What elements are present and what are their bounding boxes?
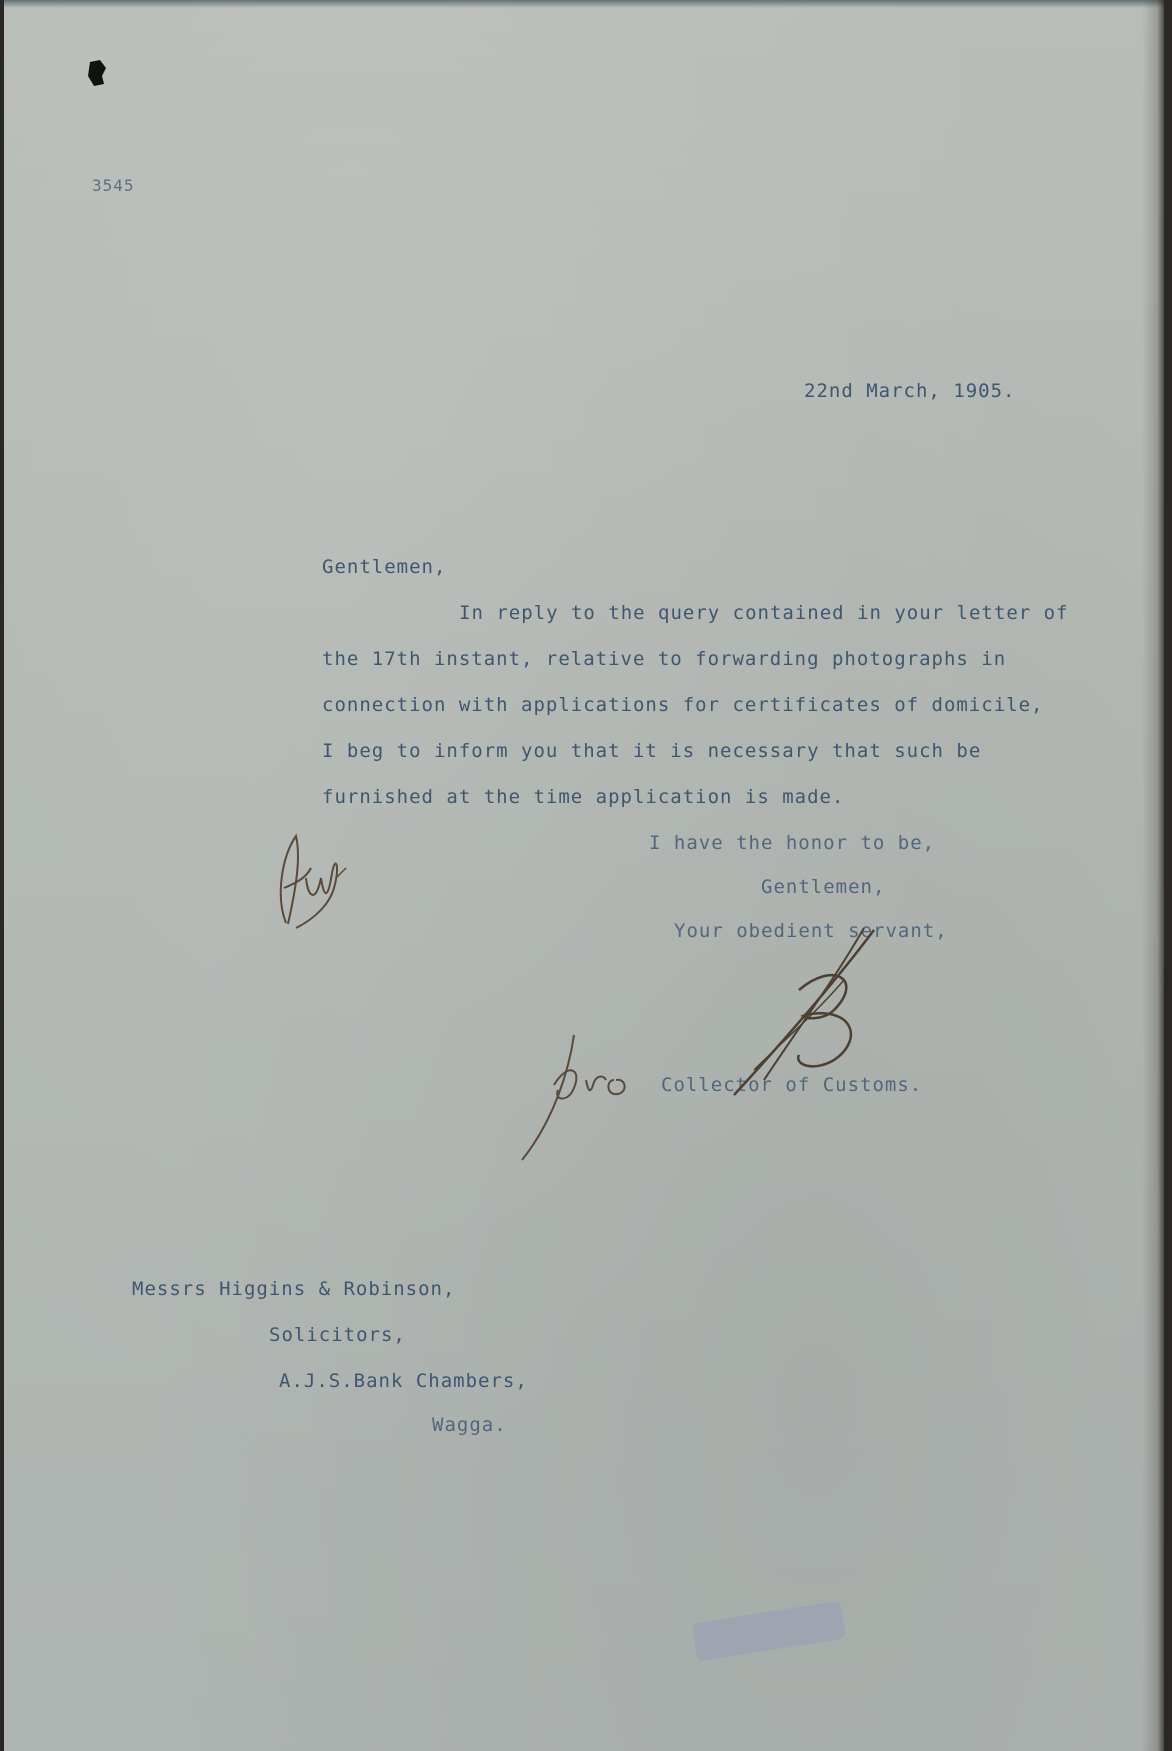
addressee-line: Messrs Higgins & Robinson,: [132, 1278, 456, 1300]
faded-stamp: [692, 1601, 846, 1662]
reference-number: 3545: [92, 176, 135, 195]
body-line: furnished at the time application is made.: [322, 786, 845, 808]
punch-hole-mark: [84, 58, 110, 90]
letter-date: 22nd March, 1905.: [804, 380, 1016, 402]
body-line: In reply to the query contained in your letter of: [459, 602, 1069, 624]
signatory-title: Collector of Customs.: [661, 1074, 923, 1096]
addressee-line: A.J.S.Bank Chambers,: [279, 1370, 528, 1392]
letter-page: [4, 0, 1164, 1751]
salutation: Gentlemen,: [322, 556, 447, 578]
closing-line: I have the honor to be,: [649, 832, 936, 854]
addressee-line: Solicitors,: [269, 1324, 406, 1346]
page-right-edge: [1142, 0, 1164, 1751]
closing-line: Your obedient servant,: [674, 920, 948, 942]
page-top-edge: [4, 0, 1164, 8]
body-line: I beg to inform you that it is necessary that such be: [322, 740, 982, 762]
body-line: the 17th instant, relative to forwarding photographs in: [322, 648, 1007, 670]
addressee-line: Wagga.: [432, 1414, 507, 1436]
closing-line: Gentlemen,: [761, 876, 886, 898]
signature-prefix: [514, 1030, 644, 1170]
handwritten-initials: [266, 828, 356, 938]
body-line: connection with applications for certificates of domicile,: [322, 694, 1044, 716]
